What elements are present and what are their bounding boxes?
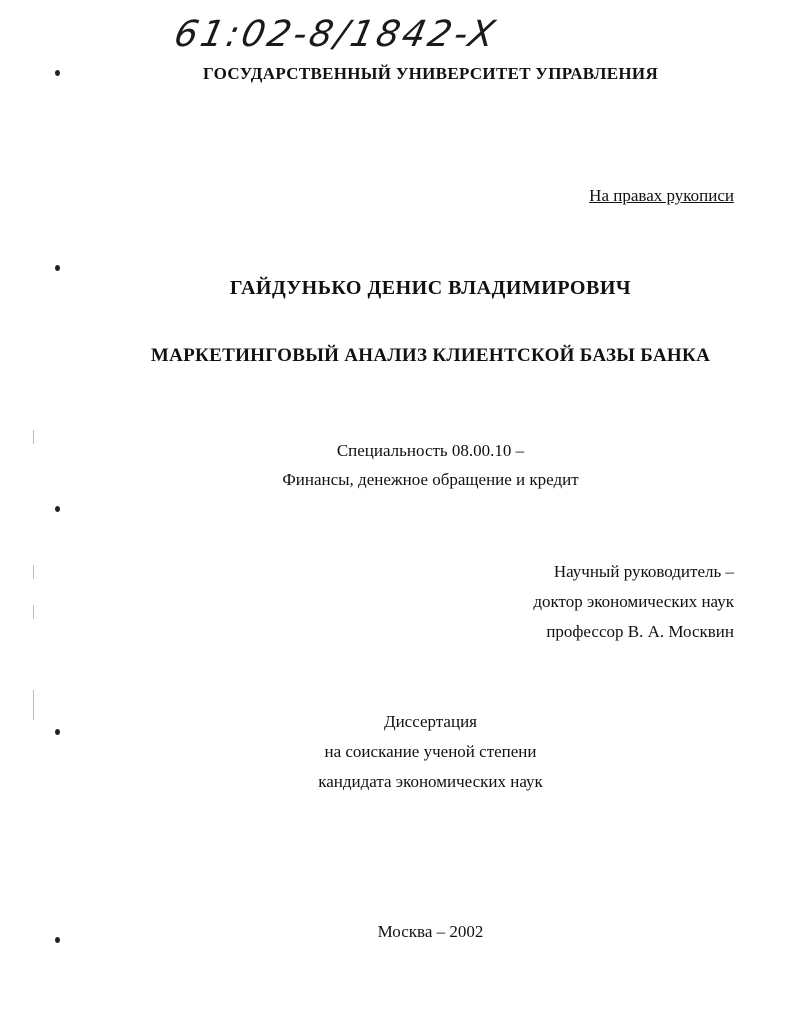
specialty-name: Финансы, денежное обращение и кредит xyxy=(282,470,579,489)
supervisor-name: профессор В. А. Москвин xyxy=(546,622,734,641)
scan-mark xyxy=(55,729,60,735)
scan-line xyxy=(33,605,34,619)
scan-mark xyxy=(55,937,60,943)
scan-mark xyxy=(55,265,60,271)
scan-mark xyxy=(55,506,60,512)
scan-line xyxy=(33,565,34,579)
author-name: ГАЙДУНЬКО ДЕНИС ВЛАДИМИРОВИЧ xyxy=(229,277,632,299)
supervisor-role: Научный руководитель – xyxy=(553,562,734,581)
degree-name: кандидата экономических наук xyxy=(318,772,543,791)
specialty-code: Специальность 08.00.10 – xyxy=(336,441,525,460)
degree-purpose: на соискание ученой степени xyxy=(324,742,537,761)
supervisor-degree: доктор экономических наук xyxy=(533,592,734,611)
handwritten-archive-mark: 61:02-8/1842-X xyxy=(170,14,502,55)
scan-line xyxy=(33,430,34,444)
scan-line xyxy=(33,690,34,720)
dissertation-title: МАРКЕТИНГОВЫЙ АНАЛИЗ КЛИЕНТСКОЙ БАЗЫ БАНКА xyxy=(150,345,711,366)
manuscript-note: На правах рукописи xyxy=(589,186,734,205)
place-and-year: Москва – 2002 xyxy=(377,922,484,941)
dissertation-label: Диссертация xyxy=(383,712,477,731)
scan-mark xyxy=(55,70,60,76)
university-name: ГОСУДАРСТВЕННЫЙ УНИВЕРСИТЕТ УПРАВЛЕНИЯ xyxy=(202,64,659,83)
